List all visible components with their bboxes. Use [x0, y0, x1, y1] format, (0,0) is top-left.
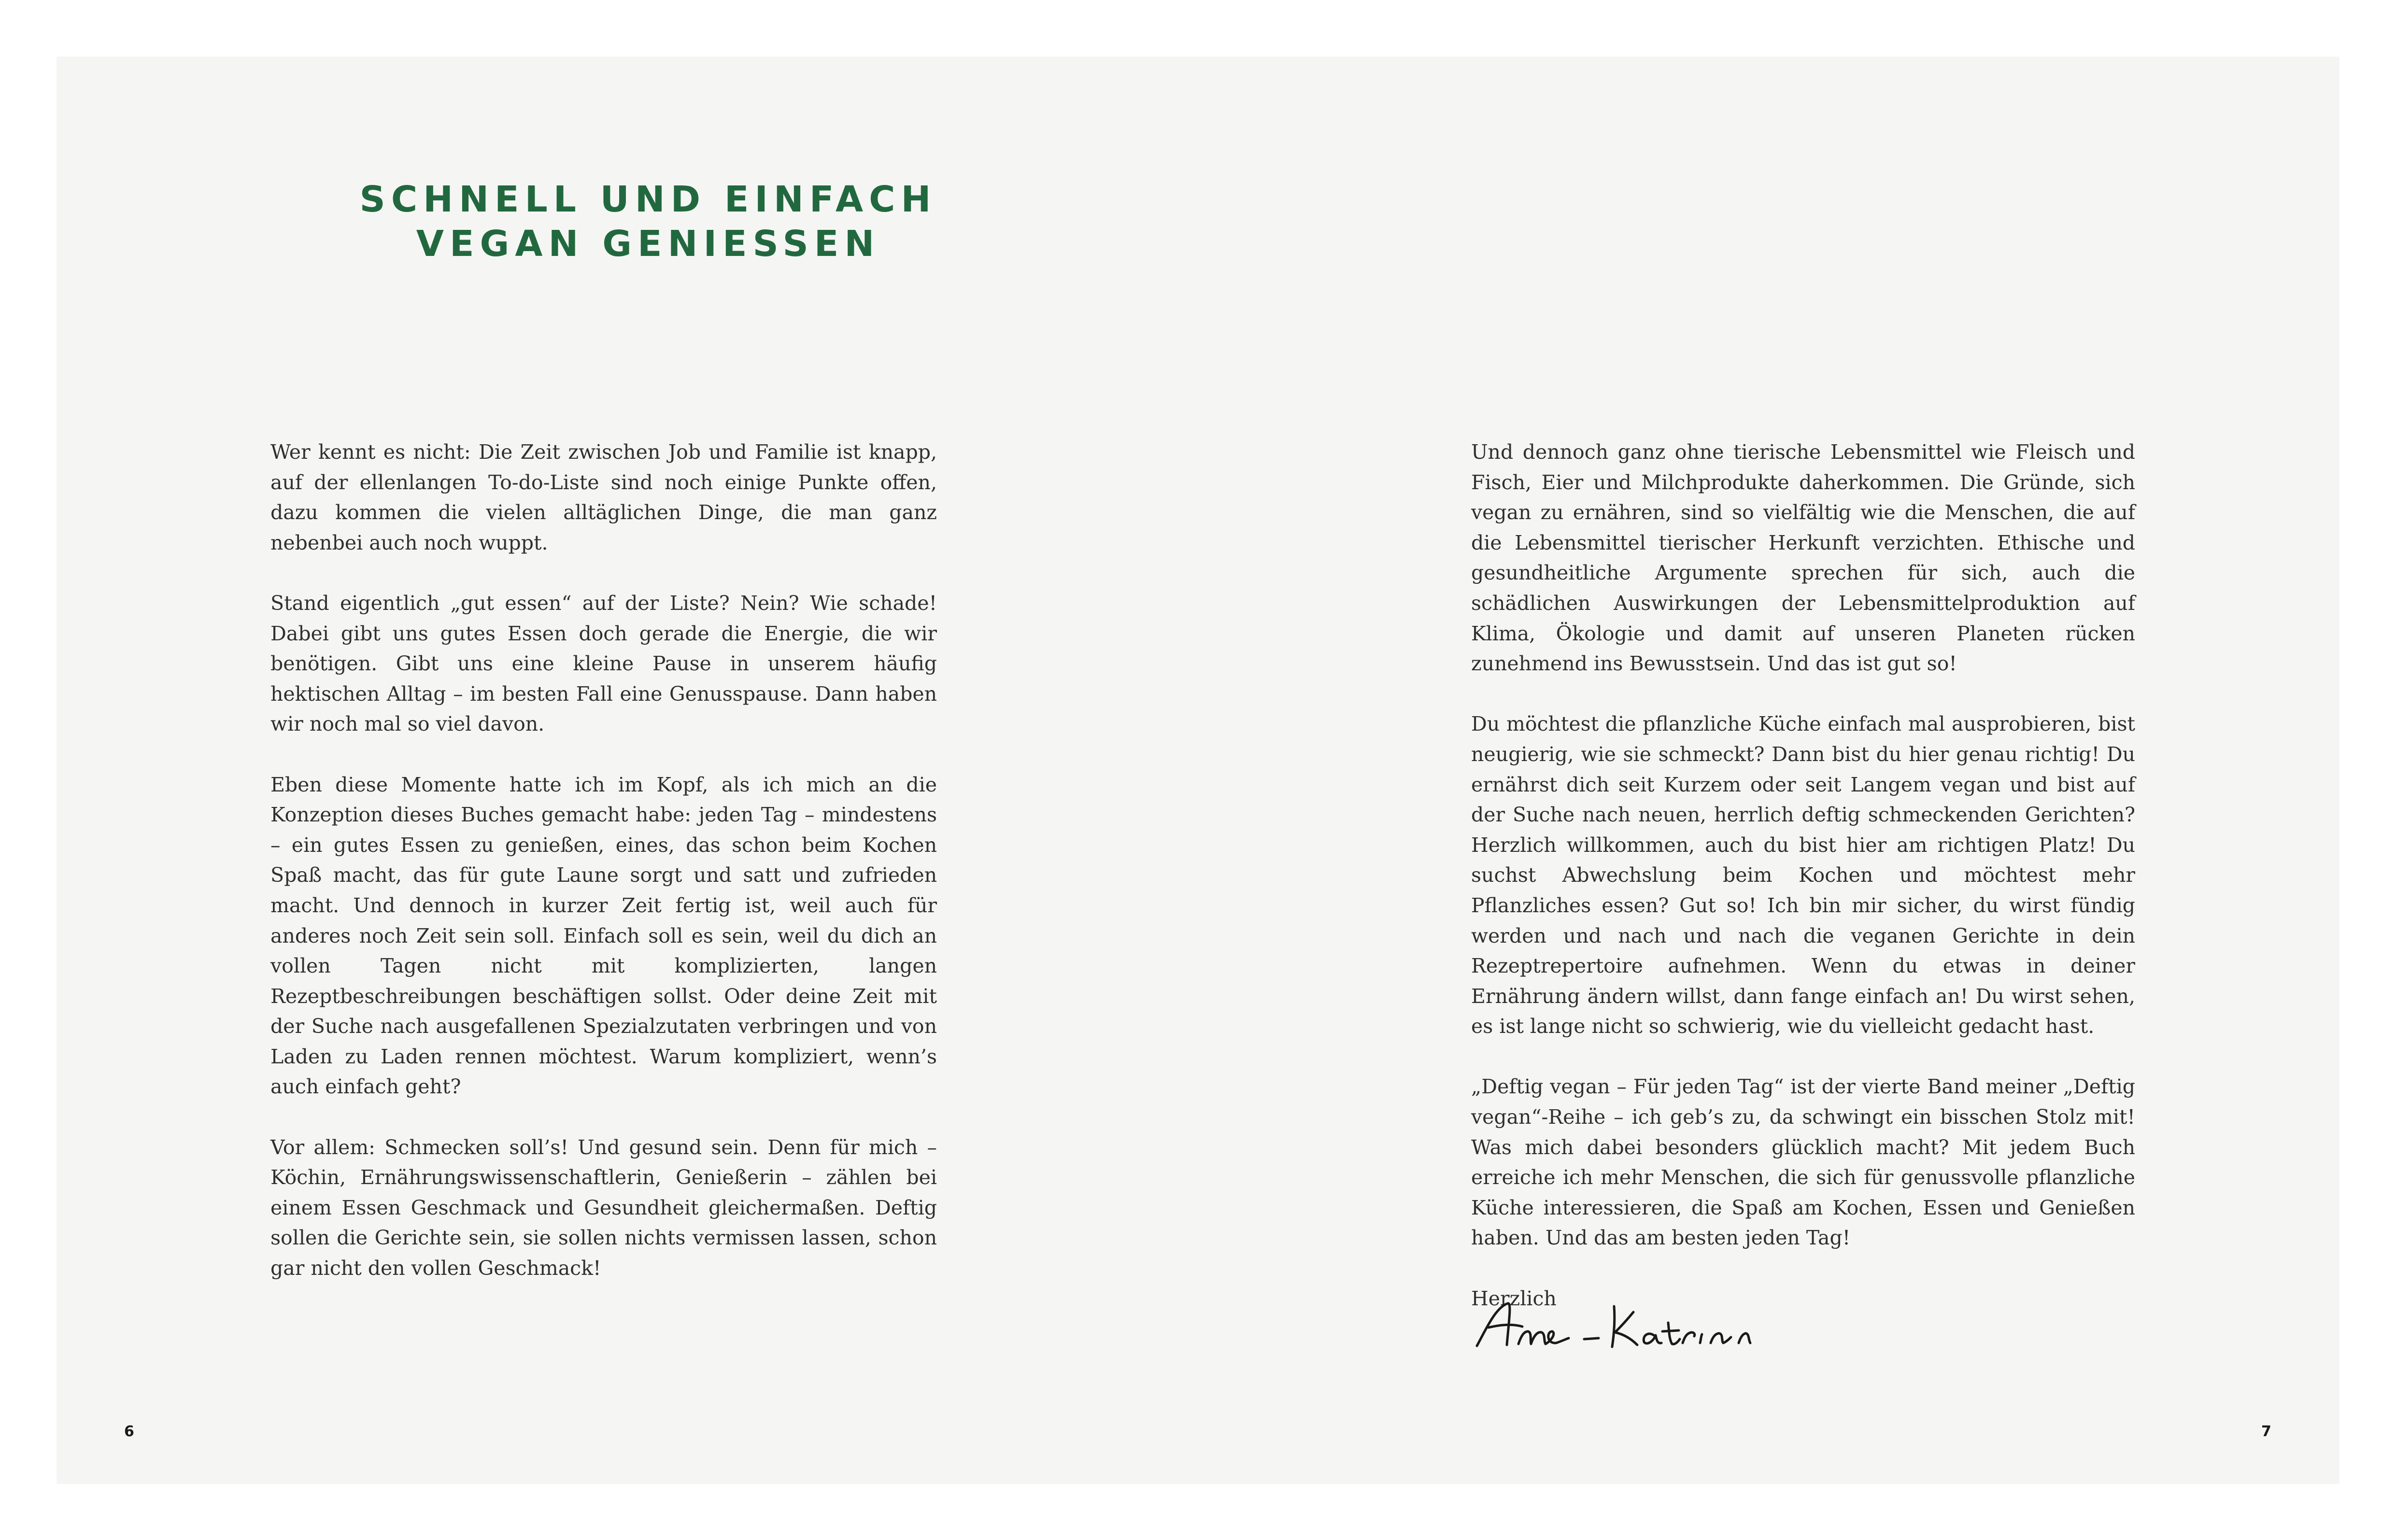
- paragraph: Vor allem: Schmecken soll’s! Und gesund sein. Denn für mich – Köchin, Ernährungswissenschaftlerin, Genießerin – zählen bei einem Essen Geschmack und Gesundheit gleichermaßen. Deftig sollen die Gerichte sein, sie sollen nichts vermissen lassen, schon gar nicht den vollen Geschmack!: [270, 1135, 937, 1280]
- closing-greeting: Herzlich: [1471, 1286, 1557, 1310]
- paragraph: „Deftig vegan – Für jeden Tag“ ist der vierte Band meiner „Deftig vegan“-Reihe – ich geb’s zu, da schwingt ein bisschen Stolz mit! Was mich dabei besonders glücklich macht? Mit jedem Buch erreiche ich mehr Menschen, die sich für genussvolle pflanzliche Küche interessieren, die Spaß am Kochen, Essen und Genießen haben. Und das am besten jeden Tag!: [1471, 1075, 2135, 1250]
- paragraph: Stand eigentlich „gut essen“ auf der Liste? Nein? Wie schade! Dabei gibt uns gutes Essen doch gerade die Energie, die wir benötigen. Gibt uns eine kleine Pause in unserem häufig hektischen Alltag – im besten Fall eine Genusspause. Dann haben wir noch mal so viel davon.: [270, 591, 937, 736]
- title-line-1: SCHNELL UND EINFACH: [359, 179, 937, 220]
- title-line-2: VEGAN GENIESSEN: [416, 223, 880, 265]
- paragraph: Du möchtest die pflanzliche Küche einfach mal ausprobieren, bist neugierig, wie sie schmeckt? Dann bist du hier genau richtig! Du ernährst dich seit Kurzem oder seit Langem vegan und bist auf der Suche nach neuen, herrlich deftig schmeckenden Gerichten? Herzlich willkommen, auch du bist hier am richtigen Platz! Du suchst Abwechslung beim Kochen und möchtest mehr Pflanzliches essen? Gut so! Ich bin mir sicher, du wirst fündig werden und nach und nach die veganen Gerichte in dein Rezeptrepertoire aufnehmen. Wenn du etwas in deiner Ernährung ändern willst, dann fange einfach an! Du wirst sehen, es ist lange nicht so schwierig, wie du vielleicht gedacht hast.: [1471, 712, 2135, 1038]
- page-number-right: 7: [2261, 1423, 2271, 1440]
- paragraph: Eben diese Momente hatte ich im Kopf, als ich mich an die Konzeption dieses Buches gemacht habe: jeden Tag – mindestens – ein gutes Essen zu genießen, eines, das schon beim Kochen Spaß macht, das für gute Laune sorgt und satt und zufrieden macht. Und dennoch in kurzer Zeit fertig ist, weil auch für anderes noch Zeit sein soll. Einfach soll es sein, weil du dich an vollen Tagen nicht mit komplizierten, langen Rezeptbeschreibungen beschäftigen sollst. Oder deine Zeit mit der Suche nach ausgefallenen Spezialzutaten verbringen und von Laden zu Laden rennen möchtest. Warum kompliziert, wenn’s auch einfach geht?: [270, 773, 937, 1099]
- book-spread: [57, 57, 2339, 1484]
- right-text-column: [1471, 437, 2135, 1344]
- left-text-column: [270, 437, 937, 1314]
- paragraph: Und dennoch ganz ohne tierische Lebensmittel wie Fleisch und Fisch, Eier und Milchprodukte daherkommen. Die Gründe, sich vegan zu ernähren, sind so vielfältig wie die Menschen, die auf die Lebensmittel tierischer Herkunft verzichten. Ethische und gesundheitliche Argumente sprechen für sich, auch die schädlichen Auswirkungen der Lebensmittelproduktion auf Klima, Ökologie und damit auf unseren Planeten rücken zunehmend ins Bewusstsein. Und das ist gut so!: [1471, 440, 2135, 676]
- page-title: [327, 177, 969, 266]
- paragraph: Wer kennt es nicht: Die Zeit zwischen Job und Familie ist knapp, auf der ellenlangen To-do-Liste sind noch einige Punkte offen, dazu kommen die vielen alltäglichen Dinge, die man ganz nebenbei auch noch wuppt.: [270, 440, 937, 554]
- signature-image: [1474, 1293, 1773, 1370]
- page-number-left: 6: [124, 1423, 134, 1440]
